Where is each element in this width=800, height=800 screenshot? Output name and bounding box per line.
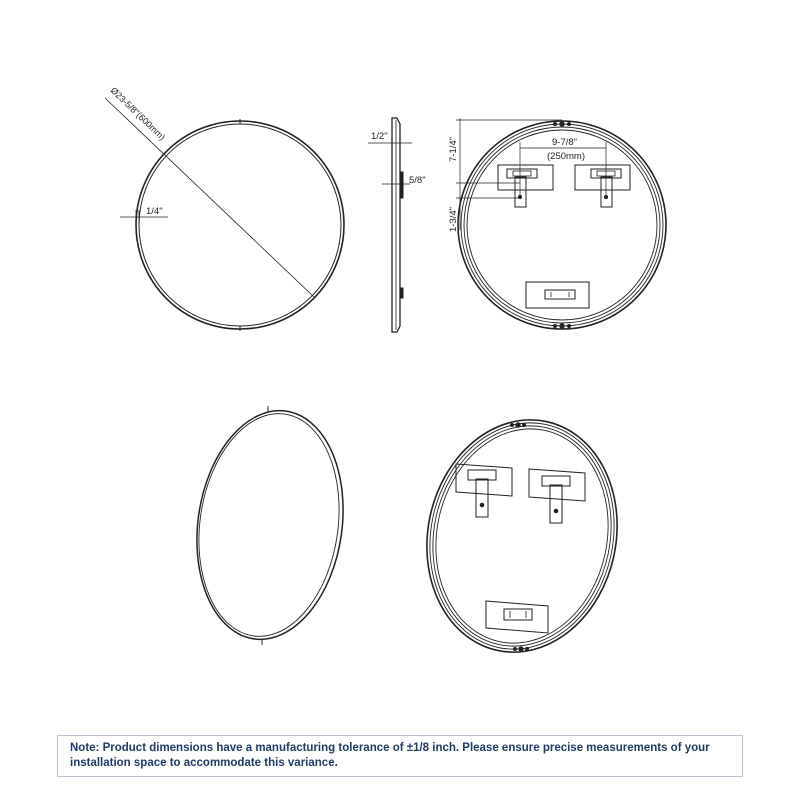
tolerance-note xyxy=(57,735,743,777)
diameter-label: Ø23-5/8"(600mm) xyxy=(108,85,168,143)
back-view xyxy=(456,118,666,329)
bracket-height-label: 1-3/4" xyxy=(448,206,459,232)
bottom-hardware-mark xyxy=(554,324,571,328)
front-view xyxy=(105,98,344,331)
perspective-back-ring-3 xyxy=(413,409,631,663)
tolerance-note-text: Note: Product dimensions have a manufacturing tolerance of ±1/8 inch. Please ensure precise measurements of your installation space to accommodate this variance. xyxy=(70,742,710,769)
frame-width-label: 1/4" xyxy=(146,206,163,217)
perspective-bracket-hole-right xyxy=(554,509,558,513)
perspective-bottom-bracket-clip xyxy=(504,609,532,620)
top-hardware-mark xyxy=(554,122,571,126)
front-view-outer-circle xyxy=(136,121,344,329)
perspective-front-view xyxy=(183,401,358,649)
side-bracket-bottom xyxy=(400,288,403,298)
perspective-bracket-arm-left xyxy=(476,479,488,517)
perspective-bracket-hole-left xyxy=(480,503,484,507)
bracket-arm-right xyxy=(601,177,612,207)
top-to-bracket-label: 7-1/4" xyxy=(448,136,459,162)
bracket-spacing-label: 9-7/8" xyxy=(552,137,578,148)
bottom-bracket-plate xyxy=(526,282,589,308)
perspective-top-hardware xyxy=(511,423,526,427)
perspective-front-outer xyxy=(183,401,358,649)
front-view-inner-circle xyxy=(139,124,341,326)
perspective-bracket-arm-right xyxy=(550,485,562,523)
perspective-bottom-hardware xyxy=(514,647,529,651)
bracket-depth-label: 5/8" xyxy=(409,175,426,186)
side-view xyxy=(368,118,412,332)
perspective-bottom-bracket-plate xyxy=(486,601,548,633)
perspective-back-ring-2 xyxy=(409,406,634,667)
perspective-back-ring-1 xyxy=(406,402,639,670)
bracket-hook-left-inner xyxy=(513,171,531,176)
side-bracket-top xyxy=(400,172,403,198)
depth-label: 1/2" xyxy=(371,131,388,142)
bottom-bracket-clip xyxy=(545,290,575,299)
perspective-back-ring-4 xyxy=(416,413,627,660)
bracket-arm-left xyxy=(515,177,526,207)
diameter-line xyxy=(105,98,314,297)
perspective-front-inner xyxy=(185,404,353,645)
bracket-spacing-metric-label: (250mm) xyxy=(547,151,586,162)
perspective-back-view xyxy=(406,402,639,670)
